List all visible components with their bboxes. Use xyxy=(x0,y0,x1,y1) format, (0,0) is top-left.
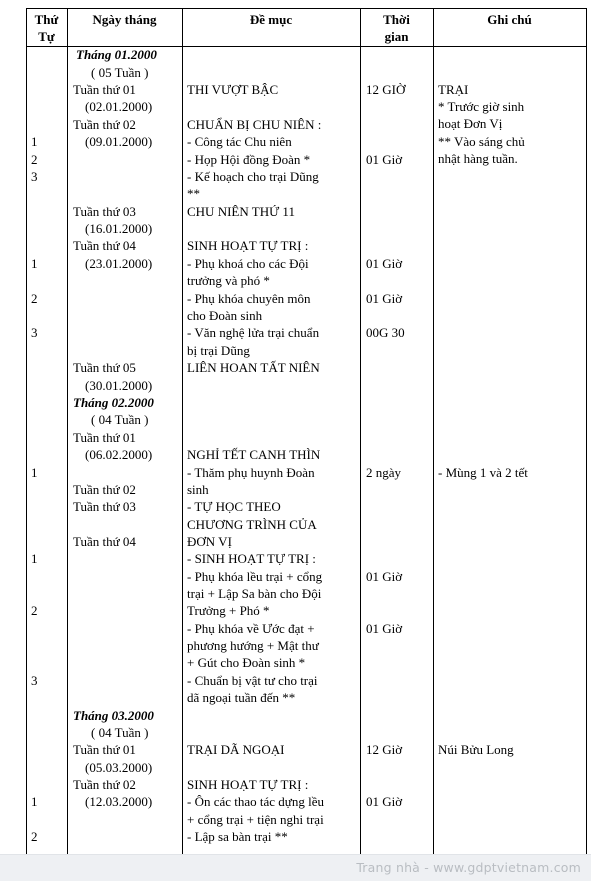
topic-text: sinh xyxy=(187,482,209,497)
topic-text: CHƯƠNG TRÌNH CỦA xyxy=(187,517,317,532)
time-text: 01 Giờ xyxy=(366,569,403,584)
item-number: 1 xyxy=(31,134,38,149)
item-number: 1 xyxy=(31,256,38,271)
topic-text: THI VƯỢT BẬC xyxy=(187,82,279,97)
topic-text: - Phụ khoá cho các Đội xyxy=(187,256,309,271)
week-label: Tuần thứ 01 xyxy=(73,742,136,757)
header-stt: Thứ xyxy=(34,12,59,27)
topic-text: SINH HOẠT TỰ TRỊ : xyxy=(187,238,309,253)
topic-text: LIÊN HOAN TẤT NIÊN xyxy=(187,360,320,375)
time-text: 01 Giờ xyxy=(366,256,403,271)
footer-bar xyxy=(0,854,591,881)
table-border-left xyxy=(26,8,27,854)
time-text: 01 Giờ xyxy=(366,794,403,809)
week-label: Tuần thứ 03 xyxy=(73,499,136,514)
header-time: gian xyxy=(384,29,409,44)
item-number: 1 xyxy=(31,551,38,566)
note-text: * Trước giờ sinh xyxy=(438,99,525,114)
topic-text: cho Đoàn sinh xyxy=(187,308,263,323)
topic-text: ** xyxy=(187,186,200,201)
item-number: 2 xyxy=(31,829,38,844)
week-label: Tuần thứ 02 xyxy=(73,482,136,497)
topic-text: - Phụ khóa về Ước đạt + xyxy=(187,621,315,636)
topic-text: - Phụ khóa chuyên môn xyxy=(187,291,311,306)
week-label: Tuần thứ 04 xyxy=(73,238,136,253)
header-date: Ngày tháng xyxy=(92,12,157,27)
time-text: 01 Giờ xyxy=(366,621,403,636)
time-text: 12 Giờ xyxy=(366,742,403,757)
item-number: 2 xyxy=(31,291,38,306)
month-title: Tháng 03.2000 xyxy=(73,708,154,723)
topic-text: - Lập sa bàn trại ** xyxy=(187,829,288,844)
topic-text: - TỰ HỌC THEO xyxy=(187,499,281,514)
topic-text: - Họp Hội đồng Đoàn * xyxy=(187,152,311,167)
topic-text: trưởng và phó * xyxy=(187,273,270,288)
note-text: - Mùng 1 và 2 tết xyxy=(438,465,528,480)
column-divider xyxy=(433,8,434,854)
column-divider xyxy=(67,8,68,854)
topic-text: + cổng trại + tiện nghi trại xyxy=(187,812,324,827)
note-text: TRẠI xyxy=(438,82,469,97)
time-text: 00G 30 xyxy=(366,325,405,340)
topic-text: TRẠI DÃ NGOẠI xyxy=(187,742,285,757)
item-number: 1 xyxy=(31,794,38,809)
time-text: 01 Giờ xyxy=(366,152,403,167)
topic-text: Trưởng + Phó * xyxy=(187,603,270,618)
week-date: (02.01.2000) xyxy=(85,99,153,114)
item-number: 3 xyxy=(31,673,38,688)
item-number: 2 xyxy=(31,603,38,618)
week-label: Tuần thứ 04 xyxy=(73,534,136,549)
item-number: 3 xyxy=(31,325,38,340)
topic-text: bị trại Dũng xyxy=(187,343,250,358)
topic-text: - Công tác Chu niên xyxy=(187,134,292,149)
time-text: 12 GIỜ xyxy=(366,82,406,97)
week-date: (16.01.2000) xyxy=(85,221,153,236)
month-weeks: ( 04 Tuần ) xyxy=(91,412,149,427)
topic-text: - Văn nghệ lửa trại chuẩn xyxy=(187,325,320,340)
topic-text: SINH HOẠT TỰ TRỊ : xyxy=(187,777,309,792)
month-weeks: ( 05 Tuần ) xyxy=(91,65,149,80)
topic-text: NGHỈ TẾT CANH THÌN xyxy=(187,447,321,462)
time-text: 2 ngày xyxy=(366,465,402,480)
header-time: Thời xyxy=(383,12,410,27)
topic-text: trại + Lập Sa bàn cho Đội xyxy=(187,586,322,601)
topic-text: CHU NIÊN THỨ 11 xyxy=(187,204,295,219)
note-text: Núi Bửu Long xyxy=(438,742,514,757)
week-label: Tuần thứ 02 xyxy=(73,777,136,792)
time-text: 01 Giờ xyxy=(366,291,403,306)
topic-text: phương hướng + Mật thư xyxy=(187,638,319,653)
topic-text: dã ngoại tuần đến ** xyxy=(187,690,296,705)
topic-text: + Gút cho Đoàn sinh * xyxy=(187,655,306,670)
week-date: (12.03.2000) xyxy=(85,794,153,809)
month-title: Tháng 01.2000 xyxy=(76,47,157,62)
week-date: (05.03.2000) xyxy=(85,760,153,775)
week-label: Tuần thứ 03 xyxy=(73,204,136,219)
note-text: nhật hàng tuần. xyxy=(438,151,518,166)
topic-text: CHUẨN BỊ CHU NIÊN : xyxy=(187,117,322,132)
item-number: 2 xyxy=(31,152,38,167)
week-date: (23.01.2000) xyxy=(85,256,153,271)
topic-text: - Kế hoạch cho trại Dũng xyxy=(187,169,319,184)
table-border-right xyxy=(586,8,587,854)
month-weeks: ( 04 Tuần ) xyxy=(91,725,149,740)
topic-text: ĐƠN VỊ xyxy=(187,534,232,549)
table-border-top xyxy=(26,8,587,9)
footer-site-link[interactable]: Trang nhà - www.gdptvietnam.com xyxy=(356,860,581,875)
note-text: hoạt Đơn Vị xyxy=(438,116,503,131)
week-label: Tuần thứ 01 xyxy=(73,82,136,97)
topic-text: - Thăm phụ huynh Đoàn xyxy=(187,465,315,480)
header-topic: Đề mục xyxy=(249,12,293,27)
topic-text: - Chuẩn bị vật tư cho trại xyxy=(187,673,318,688)
column-divider xyxy=(360,8,361,854)
header-note: Ghi chú xyxy=(487,12,532,27)
header-stt: Tự xyxy=(38,29,55,44)
week-date: (06.02.2000) xyxy=(85,447,153,462)
topic-text: - Ôn các thao tác dựng lều xyxy=(187,794,324,809)
topic-text: - Phụ khóa lều trại + cổng xyxy=(187,569,323,584)
week-date: (09.01.2000) xyxy=(85,134,153,149)
item-number: 3 xyxy=(31,169,38,184)
week-label: Tuần thứ 05 xyxy=(73,360,136,375)
month-title: Tháng 02.2000 xyxy=(73,395,154,410)
item-number: 1 xyxy=(31,465,38,480)
note-text: ** Vào sáng chủ xyxy=(438,134,525,149)
week-label: Tuần thứ 02 xyxy=(73,117,136,132)
week-label: Tuần thứ 01 xyxy=(73,430,136,445)
week-date: (30.01.2000) xyxy=(85,378,153,393)
column-divider xyxy=(182,8,183,854)
topic-text: - SINH HOẠT TỰ TRỊ : xyxy=(187,551,316,566)
